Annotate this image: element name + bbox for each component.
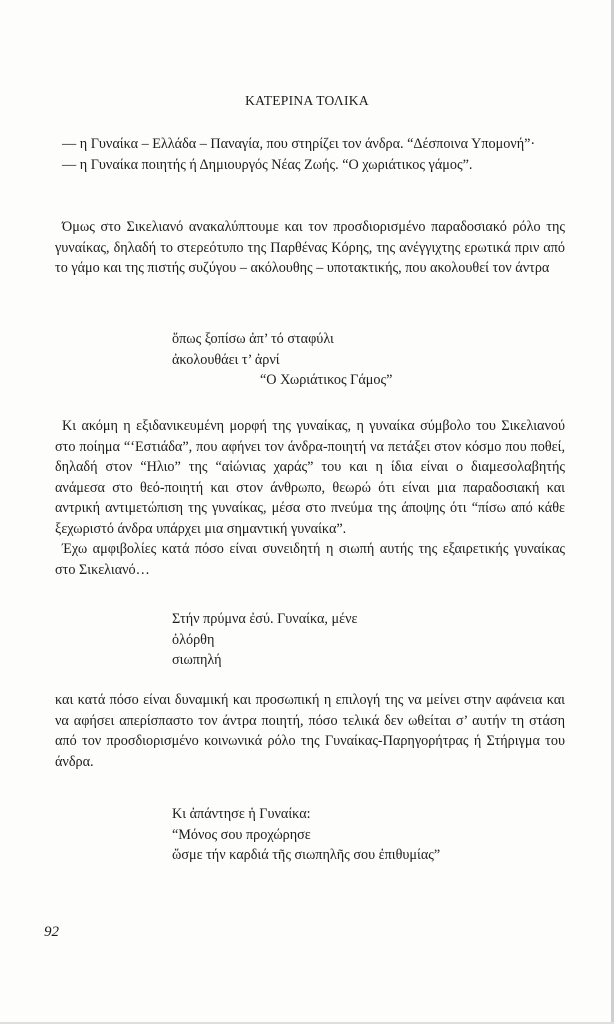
paragraph [55,217,565,279]
verse-line: ἀκολουθάει τ’ ἀρνί [172,351,280,368]
intro-list [55,134,565,175]
intro-item: — η Γυναίκα – Ελλάδα – Παναγία, που στηρίζει τον άνδρα. “Δέσποινα Υπομονή”· [62,136,536,152]
verse-line: ὅπως ξοπίσω ἀπ’ τό σταφύλι [172,331,334,347]
paragraph-text: Έχω αμφιβολίες κατά πόσο είναι συνειδητή η σιωπή αυτής της εξαιρετικής γυναίκας στο Σικελιανό… [55,541,565,578]
verse-line: Κι ἀπάντησε ἡ Γυναίκα: [172,806,311,822]
verse-line: ὀλόρθη [172,631,215,648]
paragraph-text: Κι ακόμη η εξιδανικευμένη μορφή της γυναίκας, η γυναίκα σύμβολο του Σικελιανού στο ποίημα “‘Εστιάδα”, που αφήνει τον άνδρα-ποιητή να πετάξει στον κόσμο που ποθεί, δηλαδή στον “Ηλιο” της “αἰώνιας χαράς” του και η ίδια είναι ο διαμεσολαβητής ανάμεσα στο θεό-ποιητή και στον άνθρωπο, θεωρώ ότι είναι μια παραδοσιακή και αντρική αντιμετώπιση της γυναίκας, μέσα στο πνεύμα της άποψης ότι “πίσω από κάθε ξεχωριστό άνδρα υπάρχει μια σημαντική γυναίκα”. [55,418,565,537]
intro-item: — η Γυναίκα ποιητής ή Δημιουργός Νέας Ζωής. “Ο χωριάτικος γάμος”. [62,156,473,173]
verse-line: σιωπηλή [172,652,222,668]
verse-attribution: “Ο Χωριάτικος Γάμος” [260,372,393,388]
paragraph-text: και κατά πόσο είναι δυναμική και προσωπική η επιλογή της να μείνει στην αφάνεια και να αφήσει απερίσπαστο τον άντρα ποιητή, πόσο τελικά δεν ωθείται σ’ αυτήν τη στάση από τον προσδιορισμένο κοινωνικά ρόλο της Γυναίκας-Παρηγορήτρας ή Στήριγμα του άνδρα. [55,692,565,770]
verse-quote [172,804,440,866]
verse-quote [172,329,392,391]
verse-line: Στήν πρύμνα ἐσύ. Γυναίκα, μένε [172,611,358,627]
paragraph [55,416,565,580]
verse-quote [172,609,357,671]
paragraph [55,690,565,772]
verse-line: ὥσμε τήν καρδιά τῆς σιωπηλῆς σου ἐπιθυμίας” [172,847,441,863]
paragraph-text: Όμως στο Σικελιανό ανακαλύπτουμε και τον προσδιορισμένο παραδοσιακό ρόλο της γυναίκας, δηλαδή το στερεότυπο της Παρθένας Κόρης, της ανέγγιχτης ερωτικά πριν από το γάμο και της πιστής συζύγου – ακόλουθης – υποτακτικής, που ακολουθεί τον άντρα [55,219,565,276]
verse-line: “Μόνος σου προχώρησε [172,826,311,843]
running-header: ΚΑΤΕΡΙΝΑ ΤΟΛΙΚΑ [245,93,369,108]
page-number: 92 [44,924,59,940]
